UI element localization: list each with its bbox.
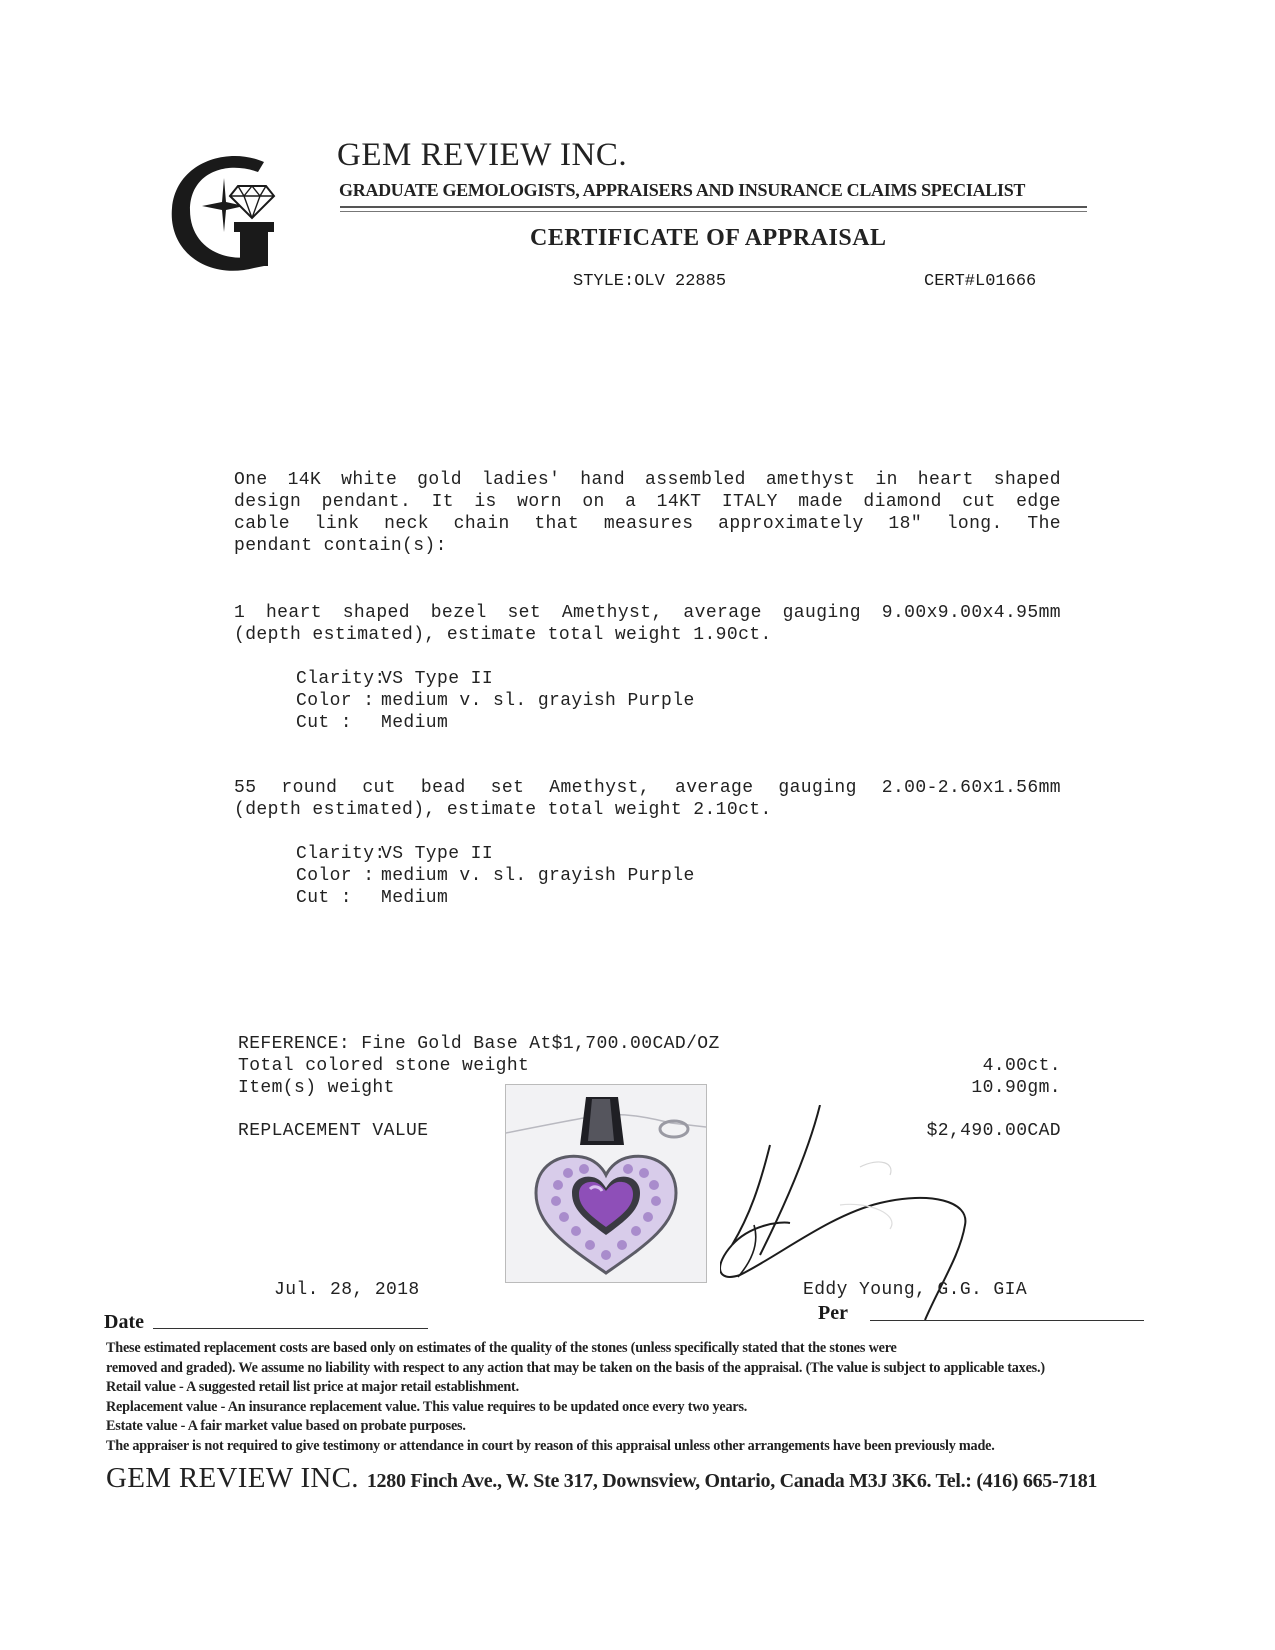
appraisal-date: Jul. 28, 2018 [274, 1280, 420, 1300]
header-rule [340, 211, 1087, 212]
footer [106, 1462, 1097, 1495]
stone-description [234, 602, 1061, 646]
disclaimer-line: Retail value - A suggested retail list price at major retail establishment. [106, 1379, 519, 1395]
replacement-value-label: REPLACEMENT VALUE [238, 1121, 429, 1141]
stone-properties [296, 843, 695, 909]
stone-description-line: 55 round cut bead set Amethyst, average gauging 2.00-2.60x1.56mm [234, 778, 1061, 798]
color-label: Color : [296, 866, 375, 886]
reference-line: REFERENCE: Fine Gold Base At$1,700.00CAD/OZ [238, 1034, 720, 1054]
clarity-value: VS Type II [381, 844, 494, 864]
stone-description-line: (depth estimated), estimate total weight 2.10ct. [234, 800, 772, 820]
footer-address: 1280 Finch Ave., W. Ste 317, Downsview, Ontario, Canada M3J 3K6. Tel.: (416) 665-7181 [366, 1470, 1098, 1492]
date-label: Date [104, 1311, 144, 1333]
stone-description-line: 1 heart shaped bezel set Amethyst, average gauging 9.00x9.00x4.95mm [234, 603, 1061, 623]
company-name: GEM REVIEW INC. [337, 137, 628, 173]
description-line: design pendant. It is worn on a 14KT ITALY made diamond cut edge [234, 492, 1061, 512]
description-line: cable link neck chain that measures approximately 18" long. The [234, 514, 1061, 534]
item-weight-label: Item(s) weight [238, 1078, 395, 1098]
per-signature-line [870, 1320, 1144, 1321]
pendant-photo [505, 1084, 707, 1283]
clarity-label: Clarity: [296, 844, 386, 864]
disclaimer-line: The appraiser is not required to give testimony or attendance in court by reason of this appraisal unless other arrangements have been previously made. [106, 1437, 995, 1454]
disclaimer-line: Replacement value - An insurance replacement value. This value requires to be updated once every two years. [106, 1398, 748, 1415]
company-tagline: GRADUATE GEMOLOGISTS, APPRAISERS AND INSURANCE CLAIMS SPECIALIST [339, 180, 1026, 200]
style-number: STYLE:OLV 22885 [573, 272, 727, 291]
item-weight-value: 10.90gm. [971, 1078, 1061, 1098]
header-rule [340, 206, 1087, 208]
footer-company-name: GEM REVIEW INC. [106, 1462, 359, 1494]
stone-properties [296, 668, 695, 734]
cut-label: Cut : [296, 713, 353, 733]
stone-description-line: (depth estimated), estimate total weight 1.90ct. [234, 625, 772, 645]
description-line: pendant contain(s): [234, 536, 447, 556]
disclaimer-line: Estate value - A fair market value based on probate purposes. [106, 1418, 466, 1434]
disclaimer-line: These estimated replacement costs are based only on estimates of the quality of the stones (unless specifically stated that the stones were [106, 1340, 897, 1356]
stone-description [234, 777, 1061, 821]
disclaimer-block [106, 1339, 1266, 1456]
certificate-title: CERTIFICATE OF APPRAISAL [530, 225, 887, 251]
certificate-number: CERT#L01666 [924, 272, 1037, 291]
appraiser-name: Eddy Young, G.G. GIA [803, 1280, 1028, 1300]
cut-value: Medium [381, 888, 449, 908]
description-line: One 14K white gold ladies' hand assembled amethyst in heart shaped [234, 470, 1061, 490]
color-value: medium v. sl. grayish Purple [381, 691, 695, 711]
replacement-value: $2,490.00CAD [926, 1121, 1061, 1141]
clarity-value: VS Type II [381, 669, 494, 689]
company-logo [168, 148, 288, 278]
stone-weight-label: Total colored stone weight [238, 1056, 530, 1076]
stone-weight-value: 4.00ct. [982, 1056, 1061, 1076]
disclaimer-line: removed and graded). We assume no liability with respect to any action that may be taken on the basis of the appraisal. (The value is subject to applicable taxes.) [106, 1359, 1045, 1376]
clarity-label: Clarity: [296, 669, 386, 689]
cut-label: Cut : [296, 888, 353, 908]
per-label: Per [818, 1302, 848, 1324]
date-signature-line [153, 1328, 428, 1329]
color-value: medium v. sl. grayish Purple [381, 866, 695, 886]
color-label: Color : [296, 691, 375, 711]
item-description [234, 469, 1061, 557]
cut-value: Medium [381, 713, 449, 733]
